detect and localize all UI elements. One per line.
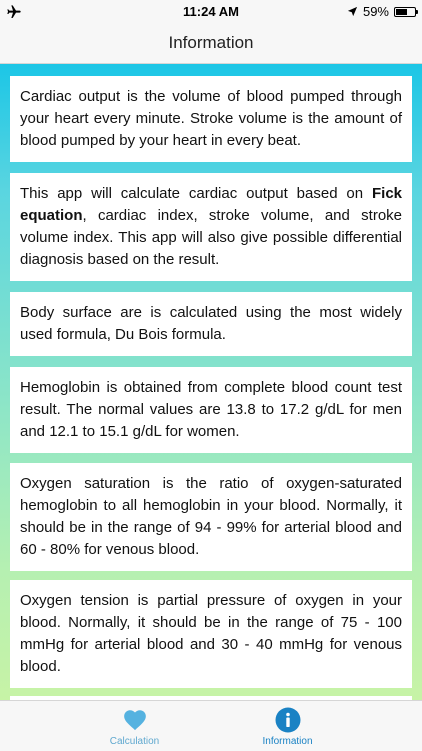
heart-icon (122, 707, 148, 733)
tab-bar (0, 700, 422, 750)
status-right-group (347, 4, 416, 19)
info-card-oxygen-tension (10, 580, 412, 688)
info-scroll-view[interactable] (0, 64, 422, 700)
tab-label: Information (262, 736, 313, 747)
card-text: Body surface are is calculated using the most widely used formula, Du Bois formula. (20, 304, 402, 343)
info-icon (275, 707, 301, 733)
battery-percent: 59% (362, 4, 389, 19)
page-title: Information (168, 33, 254, 52)
info-card-app-description (10, 173, 412, 281)
navigation-bar (0, 24, 422, 64)
card-text: Hemoglobin is obtained from complete blood count test result. The normal values are 13.8 to 17.2 g/dL for men and 12.1 to 15.1 g/dL for women. (20, 379, 402, 440)
card-text-post: , cardiac index, stroke volume, and stroke volume index. This app will also give possible differential diagnosis based on the result. (20, 207, 402, 268)
info-card-oxygen-saturation (10, 463, 412, 571)
info-card-hemoglobin (10, 367, 412, 453)
tab-information[interactable] (182, 701, 393, 751)
card-text: Oxygen saturation is the ratio of oxygen-saturated hemoglobin to all hemoglobin in your blood. Normally, it should be in the range of 94 - 99% for arterial blood and 60 - 80% for venous blood. (20, 475, 402, 558)
info-card-body-surface (10, 292, 412, 356)
info-card-cardiac-output (10, 76, 412, 162)
location-arrow-icon (347, 6, 358, 17)
status-time: 11:24 AM (183, 4, 239, 19)
battery-icon (394, 7, 416, 17)
card-text-bold: Fick equation (20, 185, 402, 224)
card-text: Cardiac output is the volume of blood pumped through your heart every minute. Stroke volume is the amount of blood pumped by your heart in every beat. (20, 88, 402, 149)
tab-label: Calculation (109, 736, 160, 747)
card-text-pre: This app will calculate cardiac output based on (20, 185, 372, 202)
card-text: Oxygen tension is partial pressure of oxygen in your blood. Normally, it should be in the range of 75 - 100 mmHg for arterial blood and 30 - 40 mmHg for venous blood. (20, 592, 402, 675)
battery-fill (396, 9, 407, 15)
status-bar (0, 0, 422, 24)
